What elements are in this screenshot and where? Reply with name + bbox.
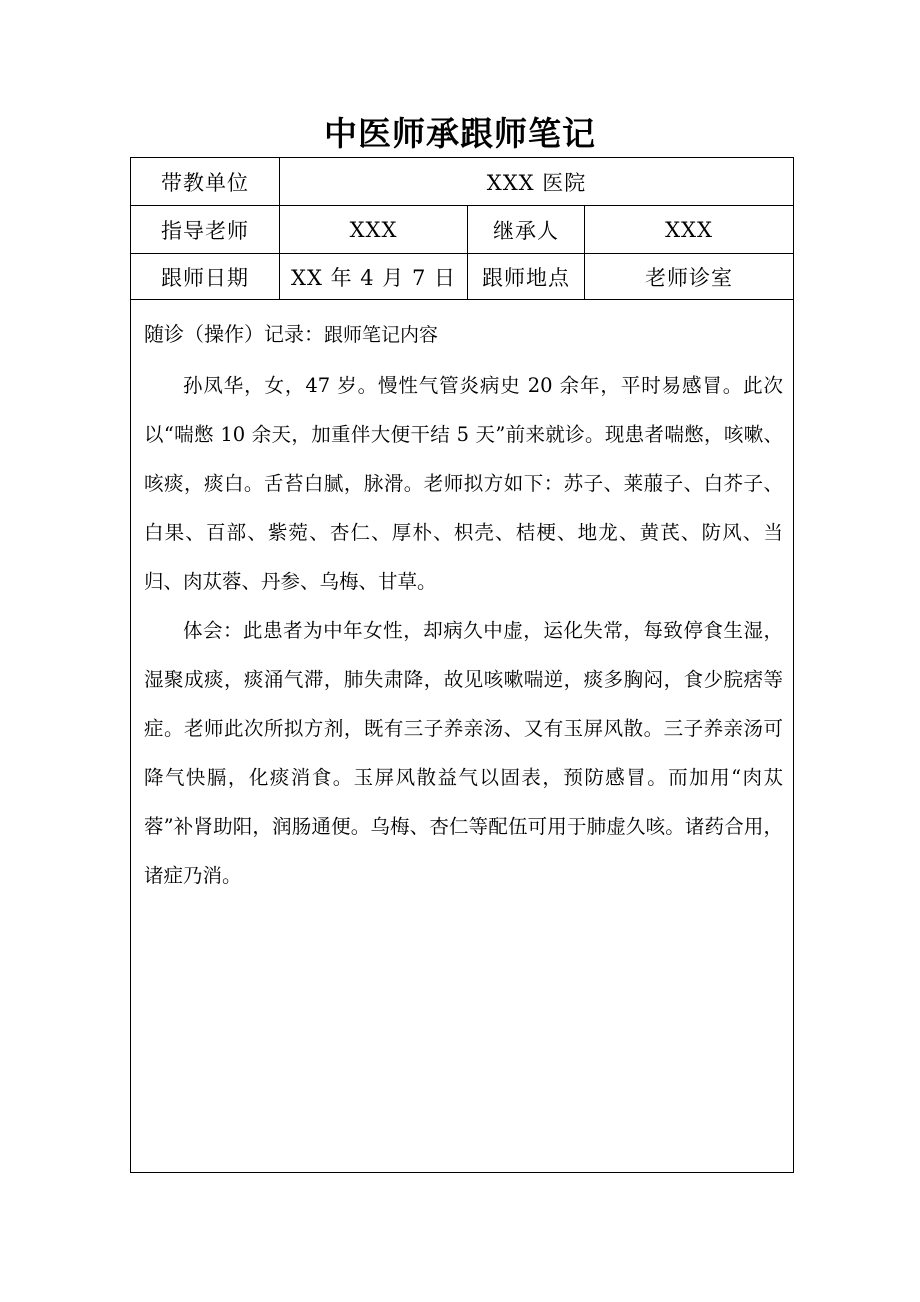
mentorship-record-form (130, 157, 794, 1173)
row-date (131, 254, 794, 300)
location-value: 老师诊室 (585, 254, 794, 300)
location-label: 跟师地点 (468, 254, 585, 300)
record-paragraph-case: 孙凤华，女，47 岁。慢性气管炎病史 20 余年，平时易感冒。此次以“喘憋 10 余天，加重伴大便干结 5 天”前来就诊。现患者喘憋，咳嗽、咳痰，痰白。舌苔白腻，脉滑。老师拟方如下：苏子、莱菔子、白芥子、白果、百部、紫菀、杏仁、厚朴、枳壳、桔梗、地龙、黄芪、防风、当归、肉苁蓉、丹参、乌梅、甘草。 (144, 374, 784, 593)
unit-value: XXX 医院 (280, 158, 794, 206)
date-label: 跟师日期 (131, 254, 280, 300)
successor-value: XXX (585, 206, 794, 254)
record-heading (144, 314, 783, 355)
row-teacher (131, 206, 794, 254)
successor-label: 继承人 (468, 206, 585, 254)
record-heading-label: 随诊（操作）记录： (144, 322, 324, 346)
record-cell (131, 300, 794, 1173)
unit-label: 带教单位 (131, 158, 280, 206)
document-title: 中医师承跟师笔记 (324, 114, 596, 153)
row-record (131, 300, 794, 1173)
record-heading-note: 跟师笔记内容 (324, 324, 439, 346)
teacher-label: 指导老师 (131, 206, 280, 254)
teacher-value: XXX (280, 206, 468, 254)
date-value: XX 年 4 月 7 日 (280, 254, 468, 300)
row-unit (131, 158, 794, 206)
record-paragraph-reflection: 体会：此患者为中年女性，却病久中虚，运化失常，每致停食生湿，湿聚成痰，痰涌气滞，肺失肃降，故见咳嗽喘逆，痰多胸闷，食少脘痞等症。老师此次所拟方剂，既有三子养亲汤、又有玉屏风散。三子养亲汤可降气快膈，化痰消食。玉屏风散益气以固表，预防感冒。而加用“肉苁蓉”补肾助阳，润肠通便。乌梅、杏仁等配伍可用于肺虚久咳。诸药合用，诸症乃消。 (144, 619, 784, 887)
